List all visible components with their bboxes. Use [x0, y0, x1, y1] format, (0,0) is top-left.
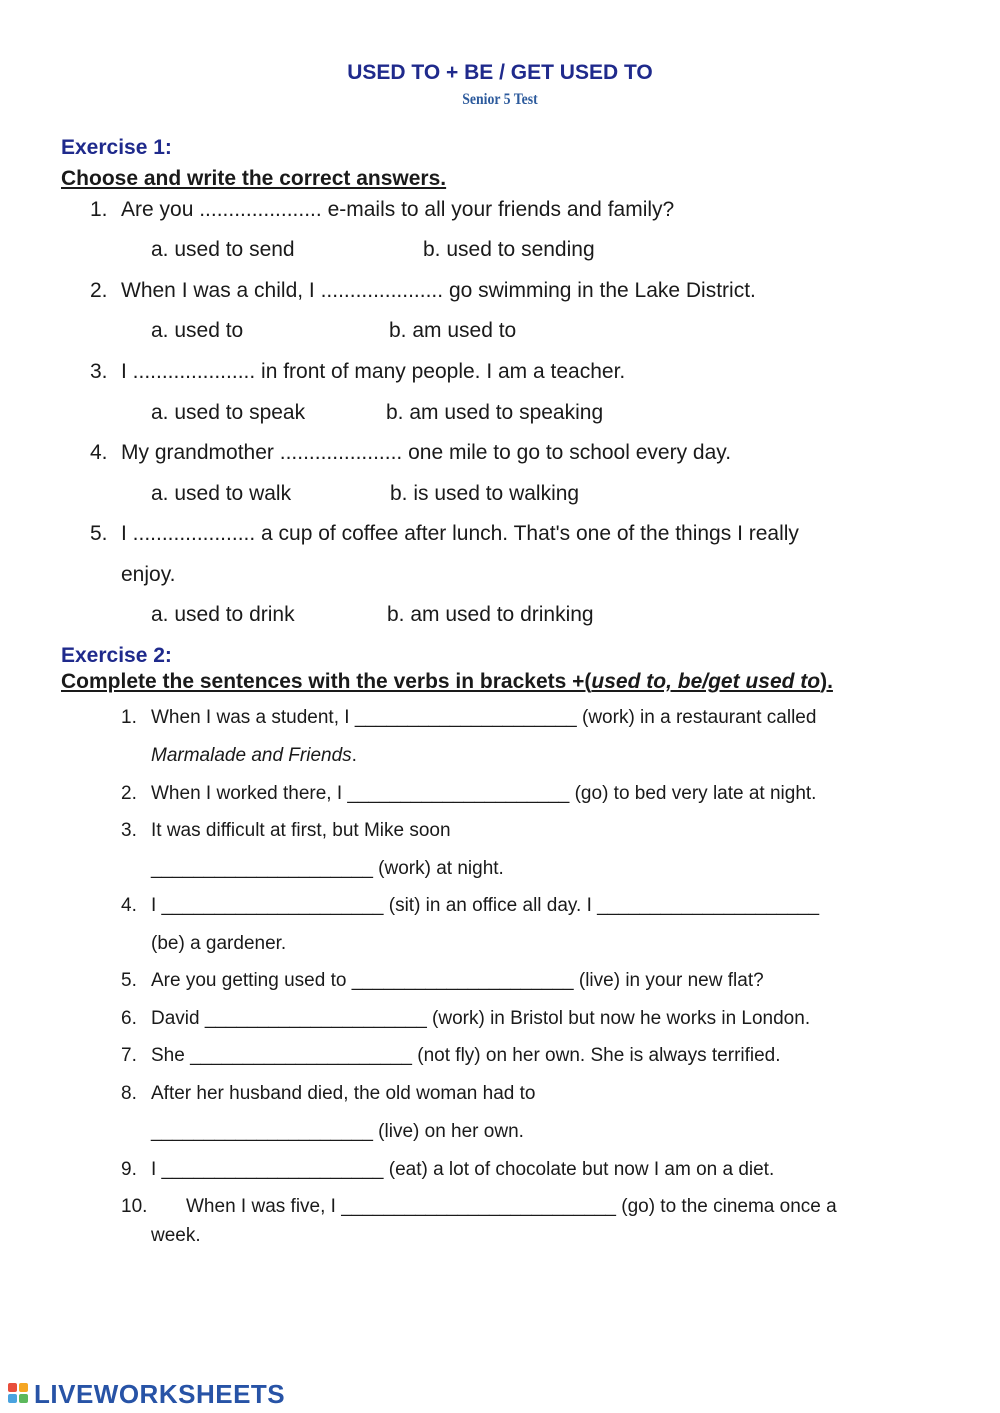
ex1-q1-option-b[interactable]: b. used to sending: [423, 238, 595, 261]
ex1-q3-text: I ..................... in front of many people. I am a teacher.: [121, 360, 626, 383]
ex1-q3-number: 3.: [90, 360, 108, 383]
ex2-q3-line1: It was difficult at first, but Mike soon: [151, 820, 451, 841]
ex2-q4-line2: (be) a gardener.: [151, 933, 287, 954]
ex1-q2-option-a[interactable]: a. used to: [151, 319, 244, 342]
ex1-q3-option-b[interactable]: b. am used to speaking: [386, 401, 604, 424]
exercise2-instruction: Complete the sentences with the verbs in brackets +(used to, be/get used to).: [61, 670, 833, 693]
ex2-q10-number: 10.: [121, 1196, 148, 1217]
liveworksheets-logo[interactable]: [8, 1379, 285, 1410]
logo-grid-icon: [8, 1383, 32, 1407]
ex2-q2-line1: When I worked there, I _____________________ (go) to bed very late at night.: [151, 783, 817, 804]
ex1-q5-text-continued: enjoy.: [121, 563, 176, 586]
ex2-q5-number: 5.: [121, 970, 137, 991]
ex1-q5-text: I ..................... a cup of coffee after lunch. That's one of the things I really: [121, 522, 799, 545]
exercise2-heading: Exercise 2:: [61, 644, 172, 667]
ex2-q8-number: 8.: [121, 1083, 137, 1104]
ex1-q5-option-b[interactable]: b. am used to drinking: [387, 603, 594, 626]
ex1-q1-option-a[interactable]: a. used to send: [151, 238, 295, 261]
exercise1-heading: Exercise 1:: [61, 136, 172, 159]
ex2-q1-line2: Marmalade and Friends.: [151, 745, 357, 766]
ex2-q8-line1: After her husband died, the old woman had to: [151, 1083, 536, 1104]
ex2-q4-line1: I _____________________ (sit) in an office all day. I _____________________: [151, 895, 820, 916]
logo-text: LIVEWORKSHEETS: [34, 1379, 286, 1409]
ex1-q4-number: 4.: [90, 441, 108, 464]
ex2-q7-line1: She _____________________ (not fly) on her own. She is always terrified.: [151, 1045, 781, 1066]
ex1-q5-option-a[interactable]: a. used to drink: [151, 603, 295, 626]
ex1-q2-option-b[interactable]: b. am used to: [389, 319, 517, 342]
page-subtitle: Senior 5 Test: [462, 91, 538, 108]
ex2-q9-line1: I _____________________ (eat) a lot of chocolate but now I am on a diet.: [151, 1159, 775, 1180]
ex2-q10-line1: When I was five, I __________________________ (go) to the cinema once a: [186, 1196, 837, 1217]
ex2-q6-number: 6.: [121, 1008, 137, 1029]
exercise1-instruction: Choose and write the correct answers.: [61, 167, 447, 190]
ex2-q6-line1: David _____________________ (work) in Bristol but now he works in London.: [151, 1008, 811, 1029]
ex2-q9-number: 9.: [121, 1159, 137, 1180]
ex2-q3-line2: _____________________ (work) at night.: [151, 858, 504, 879]
exercise2-instruction-emphasis: used to, be/get used to: [591, 670, 821, 693]
ex1-q5-number: 5.: [90, 522, 108, 545]
ex2-q5-line1: Are you getting used to _____________________ (live) in your new flat?: [151, 970, 764, 991]
ex2-q3-number: 3.: [121, 820, 137, 841]
ex1-q2-number: 2.: [90, 279, 108, 302]
ex1-q1-text: Are you ..................... e-mails to all your friends and family?: [121, 198, 675, 221]
ex1-q4-text: My grandmother ..................... one mile to go to school every day.: [121, 441, 732, 464]
ex1-q2-text: When I was a child, I ..................... go swimming in the Lake District.: [121, 279, 756, 302]
page-title: USED TO + BE / GET USED TO: [347, 61, 653, 84]
ex2-q7-number: 7.: [121, 1045, 137, 1066]
ex1-q3-option-a[interactable]: a. used to speak: [151, 401, 306, 424]
ex1-q4-option-a[interactable]: a. used to walk: [151, 482, 292, 505]
ex2-q10-line2: week.: [151, 1225, 201, 1246]
ex1-q1-number: 1.: [90, 198, 108, 221]
ex2-q8-line2: _____________________ (live) on her own.: [151, 1121, 524, 1142]
ex2-q4-number: 4.: [121, 895, 137, 916]
ex2-q1-line1: When I was a student, I _____________________ (work) in a restaurant called: [151, 707, 817, 728]
ex1-q4-option-b[interactable]: b. is used to walking: [390, 482, 580, 505]
ex2-q2-number: 2.: [121, 783, 137, 804]
ex2-q1-number: 1.: [121, 707, 137, 728]
